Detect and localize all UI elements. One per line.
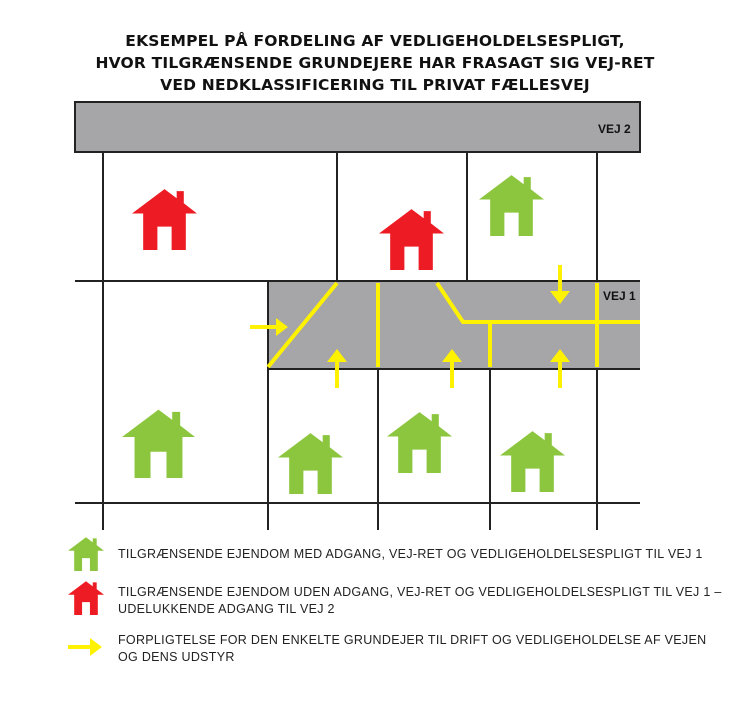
legend-red-text-line-2: UDELUKKENDE ADGANG TIL VEJ 2 bbox=[118, 602, 335, 616]
green-house-icon bbox=[479, 175, 544, 236]
title-line-2: HVOR TILGRÆNSENDE GRUNDEJERE HAR FRASAGT SIG VEJ-RET bbox=[95, 54, 655, 72]
green-house-icon bbox=[387, 412, 452, 473]
road-vej-2 bbox=[75, 102, 640, 152]
road-vej-2-label: VEJ 2 bbox=[598, 122, 631, 136]
green-house-icon bbox=[500, 431, 565, 492]
legend-arrow-text-line-1: FORPLIGTELSE FOR DEN ENKELTE GRUNDEJER TIL DRIFT OG VEDLIGEHOLDELSE AF VEJEN bbox=[118, 633, 707, 647]
title-line-1: EKSEMPEL PÅ FORDELING AF VEDLIGEHOLDELSESPLIGT, bbox=[125, 32, 625, 50]
title-line-3: VED NEDKLASSIFICERING TIL PRIVAT FÆLLESVEJ bbox=[160, 76, 590, 94]
arrow-right-icon bbox=[68, 631, 104, 667]
red-house-icon bbox=[379, 209, 444, 270]
legend-red-text-line-1: TILGRÆNSENDE EJENDOM UDEN ADGANG, VEJ-RET OG VEDLIGEHOLDELSESPLIGT TIL VEJ 1 – bbox=[118, 585, 722, 599]
legend-item-arrow bbox=[68, 631, 706, 667]
legend-arrow-text-line-2: OG DENS UDSTYR bbox=[118, 650, 235, 664]
red-house-icon bbox=[132, 189, 197, 250]
legend-item-red bbox=[68, 579, 722, 618]
red-house-icon bbox=[68, 579, 104, 615]
green-house-icon bbox=[122, 410, 195, 478]
road-vej-1-label: VEJ 1 bbox=[603, 289, 636, 303]
green-house-icon bbox=[68, 535, 104, 571]
legend-item-green bbox=[68, 535, 703, 571]
green-house-icon bbox=[278, 433, 343, 494]
legend-green-text: TILGRÆNSENDE EJENDOM MED ADGANG, VEJ-RET OG VEDLIGEHOLDELSESPLIGT TIL VEJ 1 bbox=[118, 547, 703, 561]
